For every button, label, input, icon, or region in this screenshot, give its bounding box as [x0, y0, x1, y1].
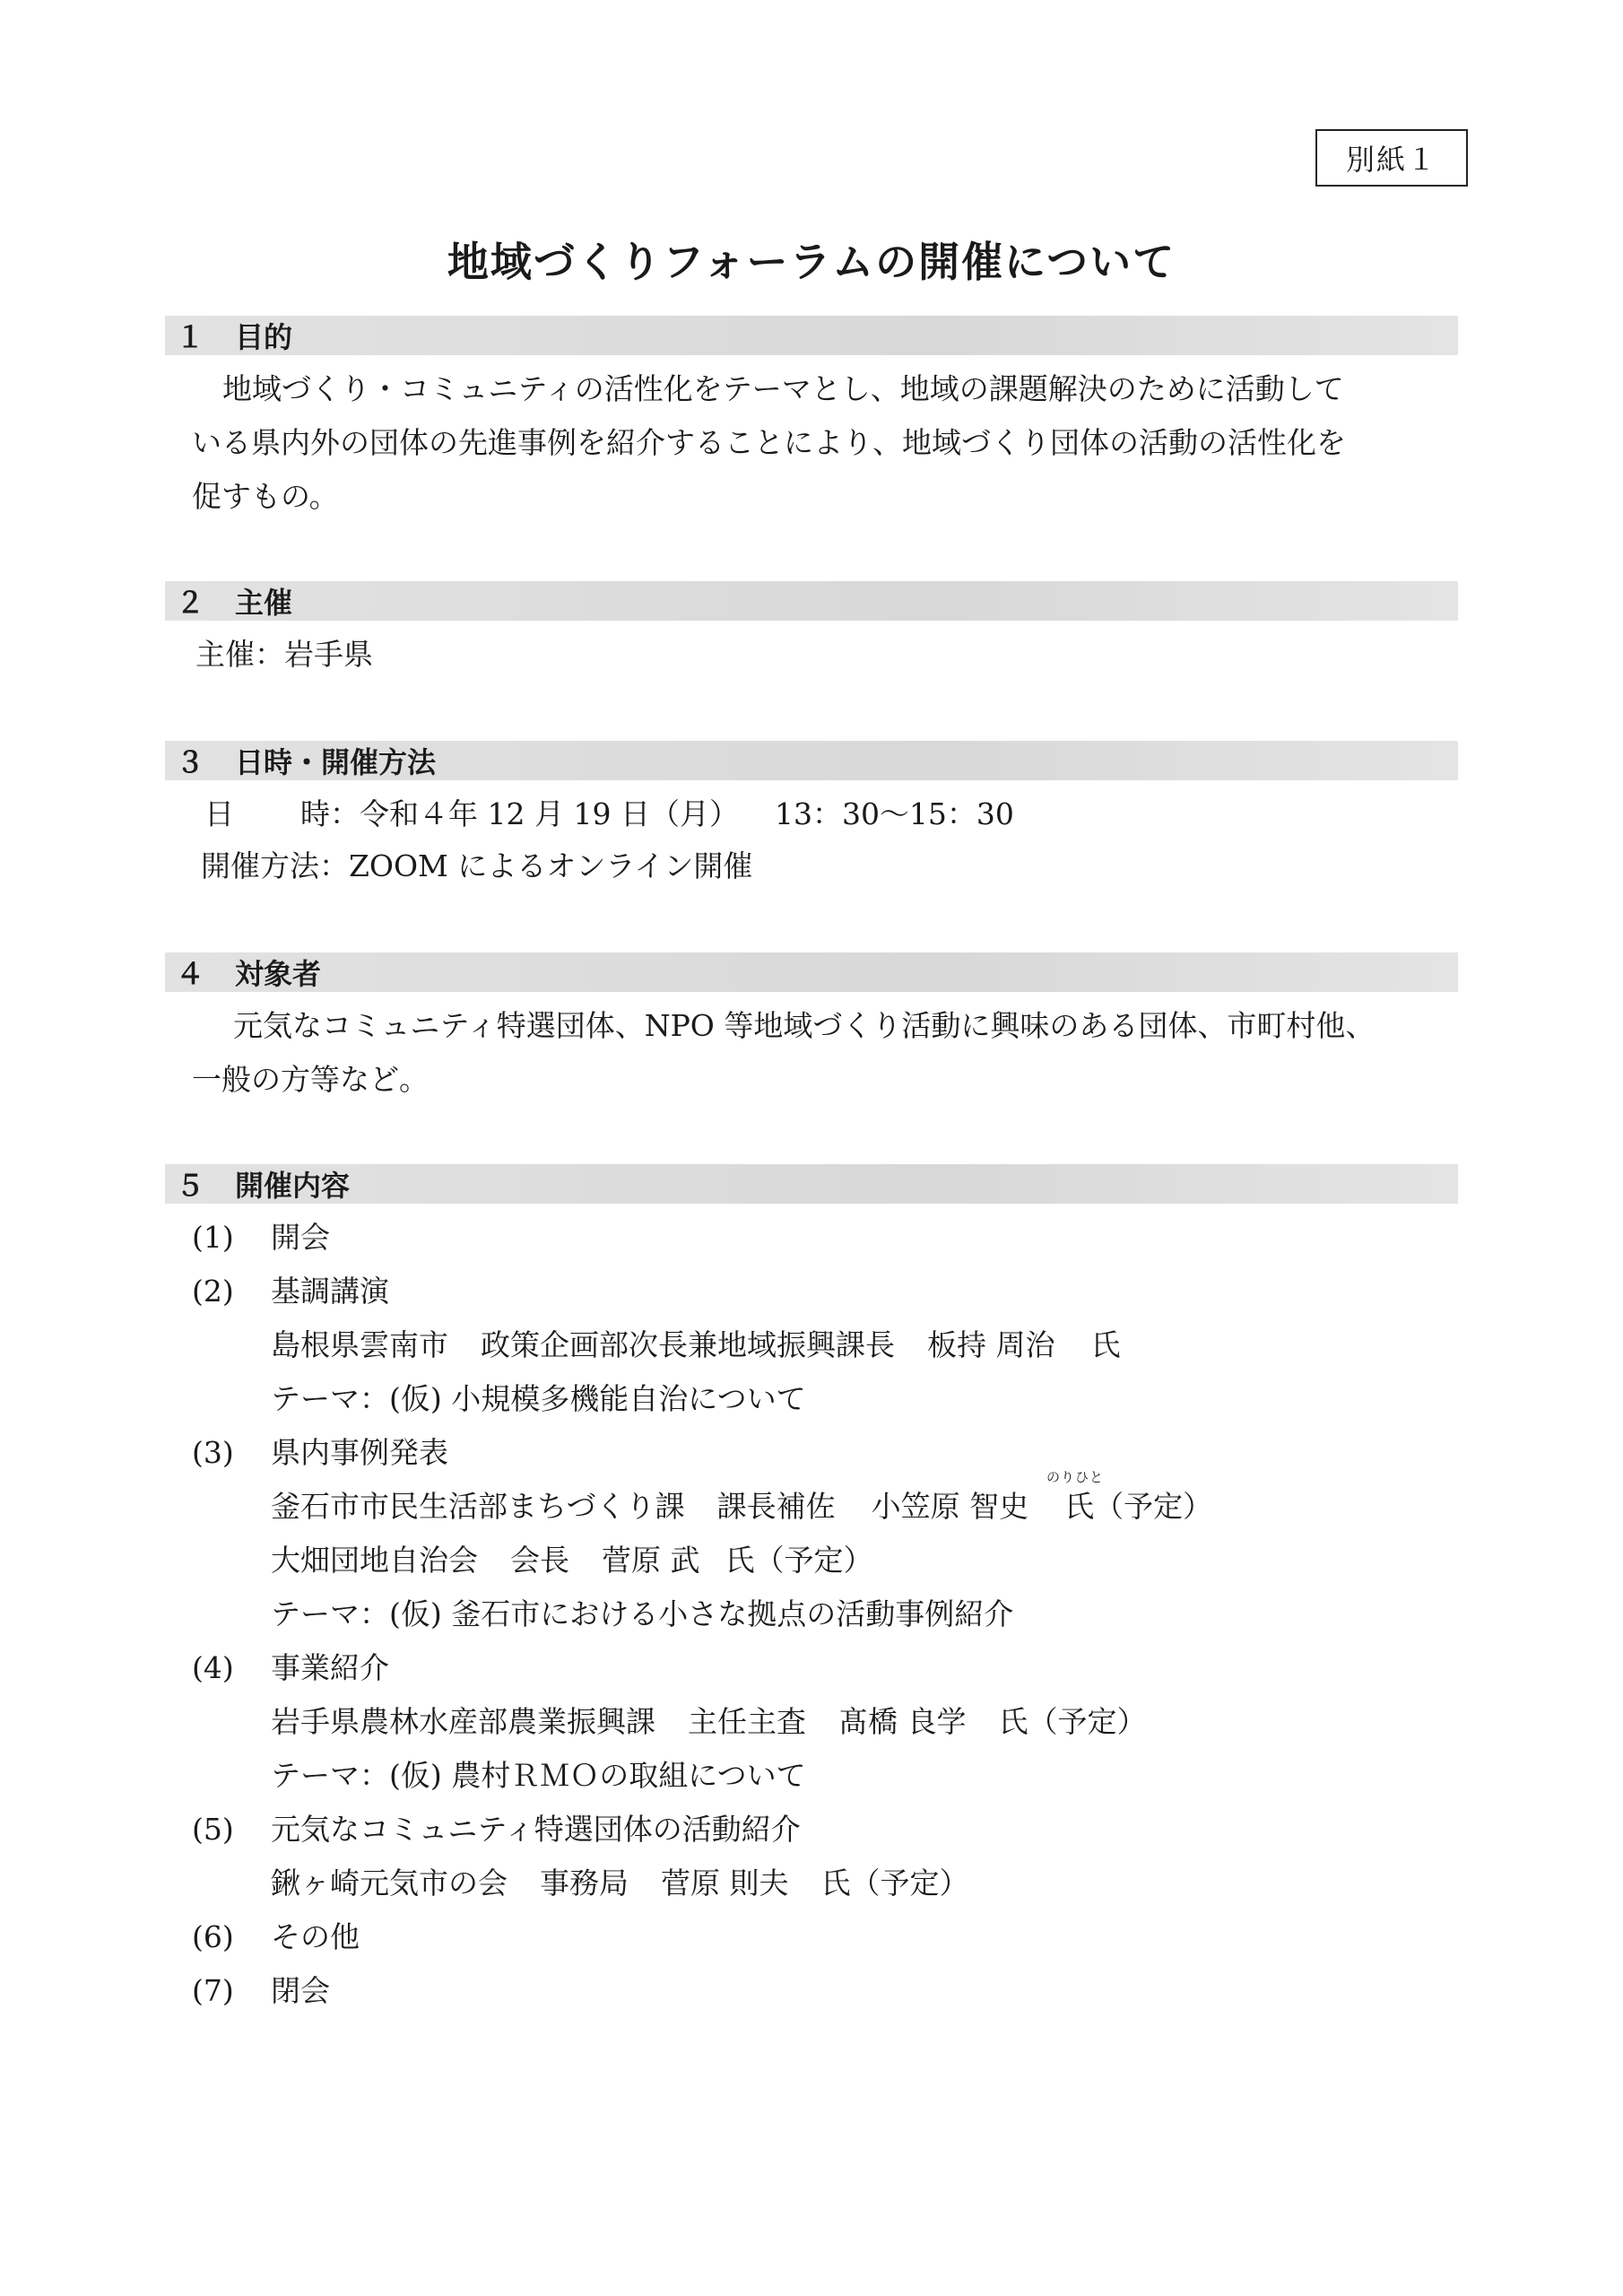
purpose-line-2: いる県内外の団体の先進事例を紹介することにより、地域づくり団体の活動の活性化を — [192, 425, 1346, 460]
speaker-name: 菅原 武 — [602, 1543, 700, 1578]
organizer-line: 主催：岩手県 — [195, 637, 373, 672]
theme-text: (仮) 小規模多機能自治について — [389, 1381, 806, 1416]
speaker-name: 髙橋 良学 — [838, 1704, 967, 1739]
speaker-title: 事務局 — [540, 1866, 629, 1900]
section-title: 開催内容 — [235, 1169, 351, 1203]
speaker-honorific: 氏（予定） — [725, 1543, 873, 1578]
section-number: ２ — [176, 586, 205, 620]
section-heading-schedule — [165, 741, 1458, 780]
program-item-5-label: 元気なコミュニティ特選団体の活動紹介 — [271, 1812, 801, 1847]
business-speaker-line — [271, 1704, 1147, 1740]
speaker-org: 釜石市市民生活部まちづくり課 — [271, 1489, 685, 1524]
program-item-7-label: 閉会 — [271, 1973, 330, 2008]
case-speaker-1-line — [271, 1489, 1212, 1525]
schedule-method-line: 開催方法：ZOOM によるオンライン開催 — [201, 848, 753, 883]
section-title: 目的 — [235, 320, 293, 354]
theme-text: (仮) 農村ＲＭＯの取組について — [389, 1758, 806, 1793]
theme-label: テーマ： — [271, 1596, 389, 1631]
speaker-title: 主任主査 — [688, 1704, 806, 1739]
organizer-value: 岩手県 — [284, 637, 373, 672]
case-speaker-2-line — [271, 1543, 873, 1578]
name-reading-ruby: のりひと — [1046, 1469, 1105, 1485]
date-label-1: 日 — [204, 796, 234, 831]
section-title: 主催 — [235, 586, 293, 620]
time-value: 13：30～15：30 — [774, 796, 1014, 831]
speaker-org: 岩手県農林水産部農業振興課 — [271, 1704, 655, 1739]
theme-label: テーマ： — [271, 1758, 389, 1793]
section-heading-organizer — [165, 581, 1458, 621]
program-item-2-label: 基調講演 — [271, 1274, 389, 1309]
purpose-line-1: 地域づくり・コミュニティの活性化をテーマとし、地域の課題解決のために活動して — [222, 371, 1344, 406]
date-label-2: 時 — [300, 796, 330, 831]
program-item-5-number: (5) — [192, 1812, 234, 1847]
program-item-1-label: 開会 — [271, 1220, 330, 1255]
case-theme-line — [271, 1596, 1013, 1632]
business-theme-line — [271, 1758, 806, 1794]
speaker-honorific: 氏（予定） — [1064, 1489, 1213, 1524]
organizer-label: 主催 — [195, 637, 255, 672]
section-title: 日時・開催方法 — [235, 745, 437, 779]
program-item-4-number: (4) — [192, 1650, 234, 1685]
section-heading-program — [165, 1164, 1458, 1204]
keynote-theme-line — [271, 1381, 806, 1417]
speaker-org: 鍬ヶ崎元気市の会 — [271, 1866, 508, 1900]
speaker-name: 菅原 則夫 — [661, 1866, 789, 1900]
section-number: １ — [176, 320, 205, 354]
section-title: 対象者 — [235, 957, 322, 991]
program-item-6-number: (6) — [192, 1919, 234, 1954]
speaker-title: 会長 — [510, 1543, 569, 1578]
section-number: ５ — [176, 1169, 205, 1203]
date-value: 令和４年 12 月 19 日（月） — [360, 796, 739, 831]
target-line-2: 一般の方等など。 — [192, 1062, 429, 1097]
speaker-honorific: 氏（予定） — [820, 1866, 969, 1900]
method-value: ZOOM によるオンライン開催 — [349, 848, 753, 883]
schedule-date-line: 日 時：令和４年 12 月 19 日（月） 13：30～15：30 — [204, 796, 1014, 831]
attachment-label: 別紙１ — [1315, 129, 1468, 187]
program-item-4-label: 事業紹介 — [271, 1650, 389, 1685]
purpose-line-3: 促すもの。 — [192, 479, 339, 514]
target-line-1: 元気なコミュニティ特選団体、NPO 等地域づくり活動に興味のある団体、市町村他、 — [233, 1008, 1376, 1043]
program-item-6-label: その他 — [271, 1919, 360, 1954]
speaker-name: 板持 周治 — [927, 1327, 1055, 1362]
speaker-honorific: 氏（予定） — [998, 1704, 1147, 1739]
program-item-3-number: (3) — [192, 1435, 234, 1470]
community-speaker-line — [271, 1866, 969, 1901]
speaker-org: 大畑団地自治会 — [271, 1543, 478, 1578]
section-number: ３ — [176, 745, 205, 779]
program-item-3-label: 県内事例発表 — [271, 1435, 448, 1470]
speaker-honorific: 氏 — [1090, 1327, 1121, 1362]
theme-label: テーマ： — [271, 1381, 389, 1416]
program-item-2-number: (2) — [192, 1274, 234, 1309]
section-number: ４ — [176, 957, 205, 991]
speaker-org: 島根県雲南市 — [271, 1327, 448, 1362]
keynote-speaker-line — [271, 1327, 1121, 1363]
speaker-title: 政策企画部次長兼地域振興課長 — [481, 1327, 895, 1362]
program-item-7-number: (7) — [192, 1973, 234, 2008]
speaker-title: 課長補佐 — [716, 1489, 836, 1524]
page-title: 地域づくりフォーラムの開催について — [447, 238, 1176, 286]
section-heading-purpose — [165, 316, 1458, 355]
method-label: 開催方法 — [201, 848, 319, 883]
program-item-1-number: (1) — [192, 1220, 234, 1255]
speaker-name: 小笠原 智史 — [871, 1489, 1029, 1524]
section-heading-target — [165, 952, 1458, 992]
theme-text: (仮) 釜石市における小さな拠点の活動事例紹介 — [389, 1596, 1014, 1631]
